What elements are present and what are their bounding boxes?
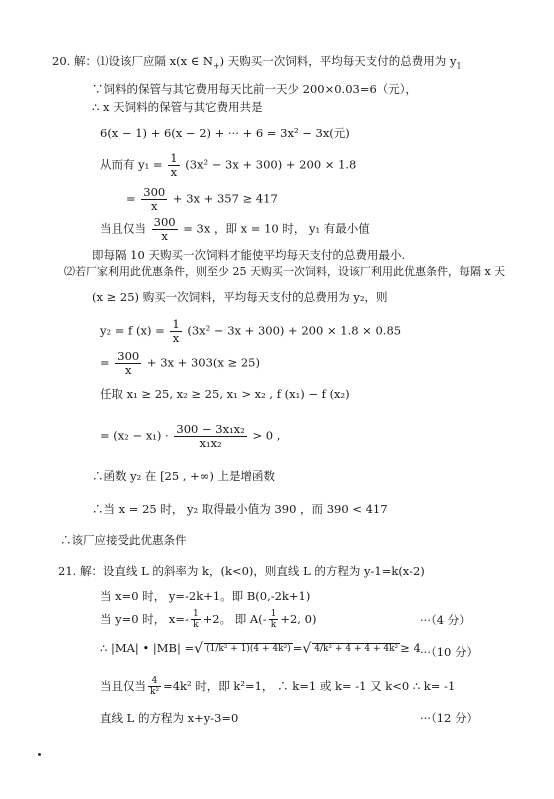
fraction: $\frac{1}{x}$ — [172, 317, 180, 346]
p20-line-14: = (x₂ − x₁) · $\frac{\text{300 − 3x₁x₂}}{\text{x₁x₂}}$ > 0 , — [100, 422, 281, 451]
p21-line-4: ∴ |MA| • |MB| =√ (1/k² + 1)(4 + 4k²) =√ 4/k² + 4 + 4 + 4k² ≥ 4 — [100, 641, 421, 657]
fraction: $\frac{300}{x}$ — [143, 185, 166, 214]
p21-line-3: 当 y=0 时， x=- $\frac{1}{k}$ +2。 即 A(- $\frac{1}{k}$ +2, 0) — [100, 609, 317, 631]
scan-speck — [38, 753, 41, 756]
p21-score-4: ···（4 分） — [420, 613, 471, 627]
fraction: $\frac{\text{300 − 3x₁x₂}}{\text{x₁x₂}}$ — [176, 422, 245, 451]
fraction: $\frac{300}{x}$ — [153, 215, 176, 244]
sqrt-icon: √ — [302, 641, 312, 657]
p21-line-2: 当 x=0 时， y=-2k+1。即 B(0,-2k+1) — [100, 589, 311, 603]
p20-line-17: ∴该厂应接受此优惠条件 — [60, 533, 187, 547]
fraction: $\frac{4}{\text{k²}}$ — [150, 676, 160, 698]
p20-line-2: ∵饲料的保管与其它费用每天比前一天少 200×0.03=6（元）， — [92, 82, 418, 96]
p20-line-13: 任取 x₁ ≥ 25, x₂ ≥ 25, x₁ > x₂ , f (x₁) − f (x₂) — [100, 387, 350, 401]
p20-line-9: ⑵若厂家利用此优惠条件，则至少 25 天购买一次饲料，设该厂利用此优惠条件，每隔 x 天 — [64, 265, 506, 278]
p20-line-12: = $\frac{300}{x}$ + 3x + 303(x ≥ 25) — [100, 349, 260, 378]
p20-line-4: 6(x − 1) + 6(x − 2) + ··· + 6 = 3x² − 3x(元) — [100, 126, 350, 140]
fraction: $\frac{1}{k}$ — [192, 609, 199, 631]
p20-line-10: (x ≥ 25) 购买一次饲料，平均每天支付的总费用为 y₂，则 — [92, 290, 388, 304]
p21-score-12: ···（12 分） — [420, 711, 479, 725]
p20-line-6: = $\frac{300}{x}$ + 3x + 357 ≥ 417 — [126, 185, 278, 214]
p21-score-10: ···（10 分） — [420, 645, 479, 659]
sqrt-icon: √ — [194, 641, 204, 657]
fraction: $\frac{1}{x}$ — [170, 151, 178, 180]
p20-line-7: 当且仅当 $\frac{300}{x}$ = 3x ，即 x = 10 时， y₁ 有最小值 — [100, 215, 370, 244]
fraction: $\frac{300}{x}$ — [117, 349, 140, 378]
p20-line-16: ∴当 x = 25 时， y₂ 取得最小值为 390 ，而 390 < 417 — [92, 502, 388, 516]
fraction: $\frac{1}{k}$ — [270, 609, 277, 631]
p21-line-1: 21. 解：设直线 L 的斜率为 k，(k<0)，则直线 L 的方程为 y-1=k(x-2) — [58, 564, 425, 578]
p20-line-11: y₂ = f (x) = $\frac{1}{x}$ (3x² − 3x + 300) + 200 × 1.8 × 0.85 — [100, 317, 402, 346]
p20-line-5: 从而有 y₁ = $\frac{1}{x}$ (3x² − 3x + 300) + 200 × 1.8 — [100, 151, 357, 180]
p21-line-5: 当且仅当 $\frac{4}{\text{k²}}$ =4k² 时，即 k²=1， ∴ k=1 或 k= -1 又 k<0 ∴ k= -1 — [100, 676, 456, 698]
p20-line-1: 20. 解：⑴设该厂应隔 x(x ∈ $N_+$) 天购买一次饲料，平均每天支付的总费用为 $y_1$ — [52, 54, 462, 71]
p21-line-6: 直线 L 的方程为 x+y-3=0 — [100, 711, 239, 725]
p20-line-3: ∴ x 天饲料的保管与其它费用共是 — [92, 100, 263, 114]
p20-line-15: ∴函数 y₂ 在 [25 , +∞) 上是增函数 — [92, 469, 276, 483]
p20-line-8: 即每隔 10 天购买一次饲料才能使平均每天支付的总费用最小. — [92, 248, 406, 262]
